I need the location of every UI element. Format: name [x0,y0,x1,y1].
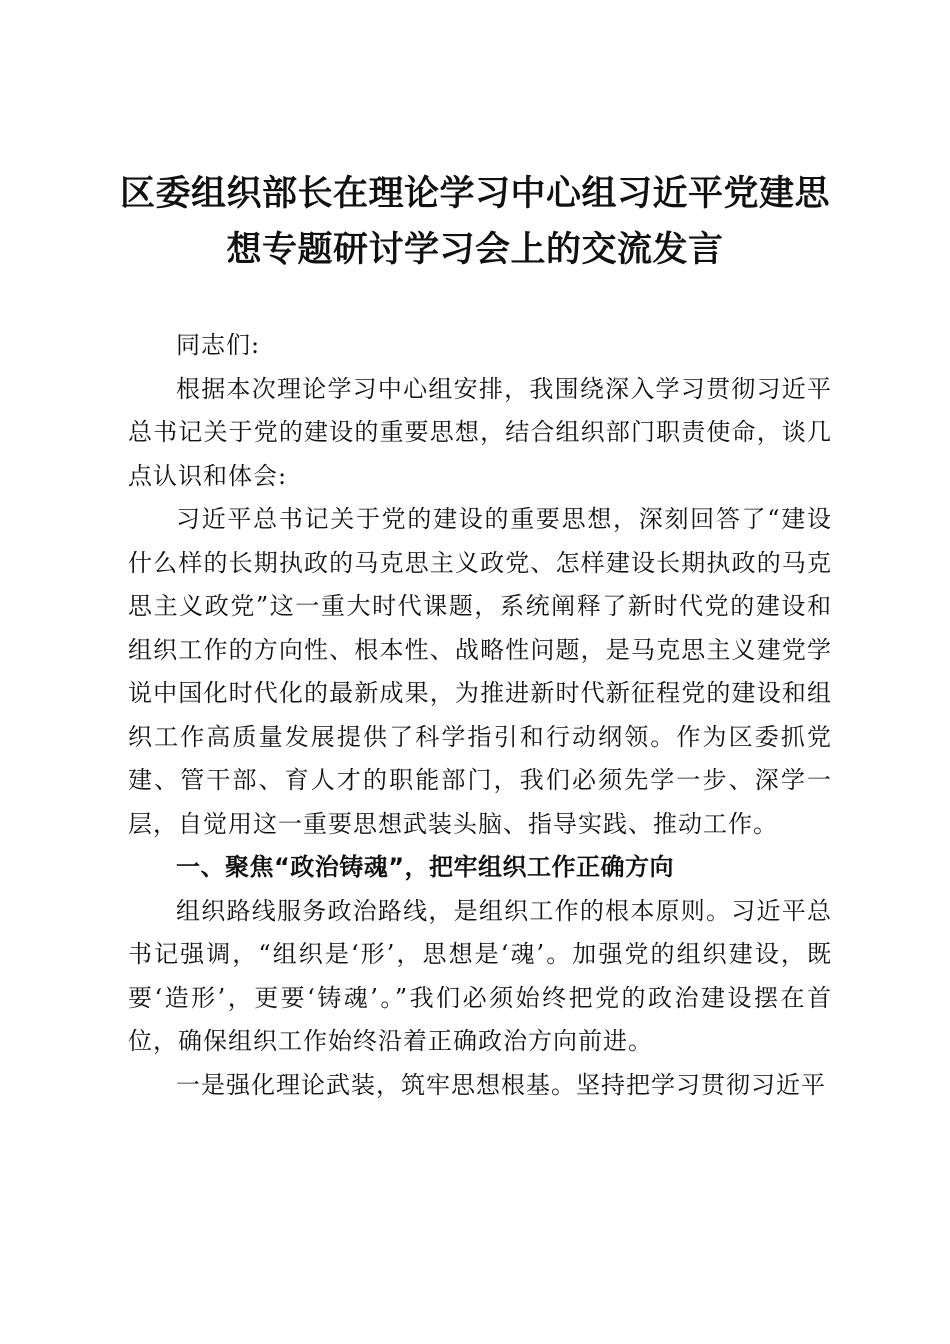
title-line-1: 区委组织部长在理论学习中心组习近平党建思 [119,173,830,214]
title-line-2: 想专题研讨学习会上的交流发言 [226,229,724,270]
body-paragraph: 一是强化理论武装，筑牢思想根基。坚持把学习贯彻习近平 [176,1070,826,1099]
intro-paragraph: 根据本次理论学习中心组安排，我围绕深入学习贯彻习近平总书记关于党的建设的重要思想，结合组织部门职责使命，谈几点认识和体会: [128,374,832,490]
document-title [110,166,840,278]
document-body [128,324,832,1107]
section-heading: 一、聚焦“政治铸魂”，把牢组织工作正确方向 [176,853,675,881]
salutation: 同志们: [176,331,261,359]
body-paragraph: 习近平总书记关于党的建设的重要思想，深刻回答了“建设什么样的长期执政的马克思主义政党、怎样建设长期执政的马克思主义政党”这一重大时代课题，系统阐释了新时代党的建设和组织工作的方向性、根本性、战略性问题，是马克思主义建党学说中国化时代化的最新成果，为推进新时代新征程党的建设和组织工作高质量发展提供了科学指引和行动纲领。作为区委抓党建、管干部、育人才的职能部门，我们必须先学一步、深学一层，自觉用这一重要思想武装头脑、指导实践、推动工作。 [128,505,832,838]
body-paragraph: 组织路线服务政治路线，是组织工作的根本原则。习近平总书记强调，“组织是‘形’，思想是‘魂’。加强党的组织建设，既要‘造形’，更要‘铸魂’。”我们必须始终把党的政治建设摆在首位，确保组织工作始终沿着正确政治方向前进。 [128,896,832,1055]
